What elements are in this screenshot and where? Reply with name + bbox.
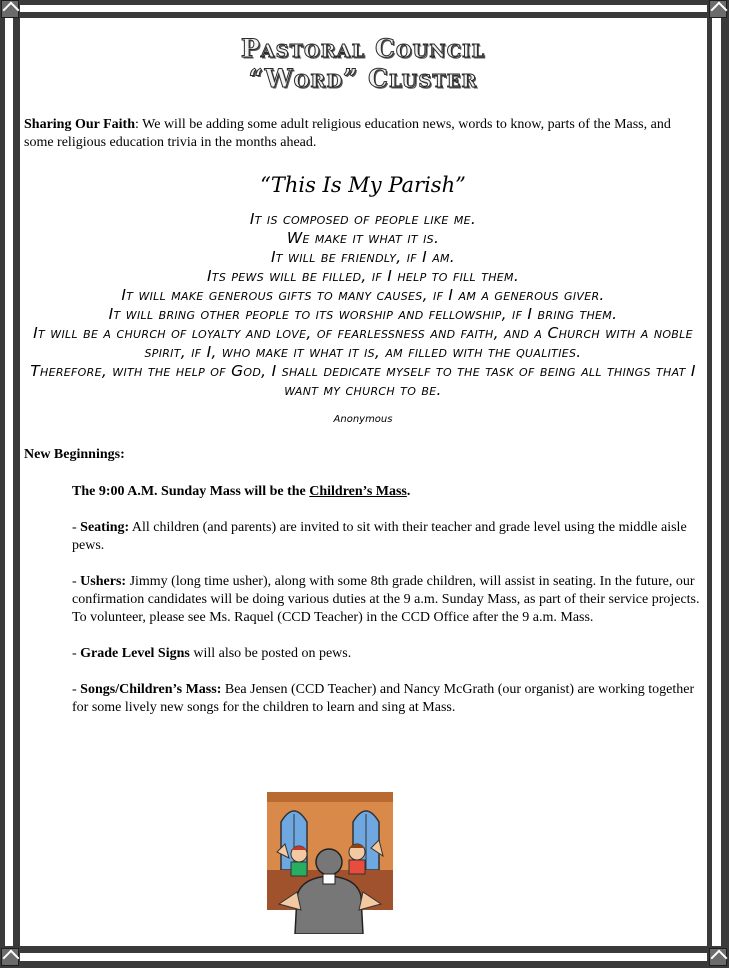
item-bullet: - <box>72 646 81 661</box>
sharing-our-faith-label: Sharing Our Faith <box>24 117 135 132</box>
seating-label: Seating: <box>80 520 130 535</box>
poem-line: It is composed of people like me. <box>249 210 477 228</box>
grade-level-signs-text: will also be posted on pews. <box>189 646 352 661</box>
announcement-prefix: The 9:00 A.M. Sunday Mass will be the <box>72 484 310 499</box>
songs-item <box>72 681 702 717</box>
sharing-our-faith-text: : We will be adding some adult religious education news, words to know, parts of the Mass, and some religious education trivia in the months ahead. <box>24 117 671 150</box>
title-line-1: Pastoral Council <box>240 34 486 63</box>
page-border-inner-bottom <box>20 953 707 961</box>
grade-level-signs-label: Grade Level Signs <box>80 646 190 661</box>
ornamental-corner-icon <box>1 0 19 18</box>
priest-with-children-clipart-icon <box>267 792 393 934</box>
page-title <box>24 34 702 94</box>
item-bullet: - <box>72 682 81 697</box>
seating-text: All children (and parents) are invited to sit with their teacher and grade level using the middle aisle pews. <box>72 520 687 553</box>
grade-level-signs-item <box>72 645 702 663</box>
ushers-label: Ushers: <box>80 574 127 589</box>
poem-line: Its pews will be filled, if I help to fill them. <box>206 267 520 285</box>
ornamental-corner-icon <box>709 0 727 18</box>
songs-text: Bea Jensen (CCD Teacher) and Nancy McGrath (our organist) are working together for some lively new songs for the children to learn and sing at Mass. <box>72 682 695 715</box>
sharing-our-faith-paragraph <box>24 116 702 152</box>
new-beginnings-heading: New Beginnings: <box>24 447 125 462</box>
seating-item <box>72 519 702 555</box>
newsletter-page <box>24 34 702 717</box>
poem-line: It will bring other people to its worship and fellowship, if I bring them. <box>108 305 618 323</box>
poem-line: We make it what it is. <box>286 229 440 247</box>
page-border-inner-top <box>20 5 707 12</box>
ushers-item <box>72 573 702 627</box>
poem-author: Anonymous <box>333 414 393 425</box>
item-bullet: - <box>72 574 81 589</box>
title-line-2: “Word” Cluster <box>248 64 478 93</box>
announcement-suffix: . <box>406 484 411 499</box>
ornamental-corner-icon <box>709 948 727 966</box>
ushers-text: Jimmy (long time usher), along with some 8th grade children, will assist in seating. In the future, our confirmation candidates will be doing various duties at the 9 a.m. Sunday Mass, as part of their service projects. To volunteer, please see Ms. Raquel (CCD Teacher) in the CCD Office after the 9 a.m. Mass. <box>72 574 700 625</box>
page-border-inner-right <box>712 18 721 946</box>
poem-line: It will be friendly, if I am. <box>270 248 456 266</box>
poem-line: Therefore, with the help of God, I shall dedicate myself to the task of being all things that I want my church to be. <box>30 362 696 399</box>
poem-line: It will make generous gifts to many causes, if I am a generous giver. <box>121 286 605 304</box>
ornamental-corner-icon <box>1 948 19 966</box>
childrens-mass-link: Children’s Mass <box>309 484 407 499</box>
page-border-inner-left <box>5 18 13 946</box>
poem <box>24 210 702 400</box>
childrens-mass-announcement <box>72 483 702 501</box>
item-bullet: - <box>72 520 81 535</box>
songs-label: Songs/Children’s Mass: <box>80 682 222 697</box>
poem-title: “This Is My Parish” <box>260 173 466 197</box>
poem-line: It will be a church of loyalty and love, of fearlessness and faith, and a Church with a noble spirit, if I, who make it what it is, am filled with the qualities. <box>33 324 693 361</box>
